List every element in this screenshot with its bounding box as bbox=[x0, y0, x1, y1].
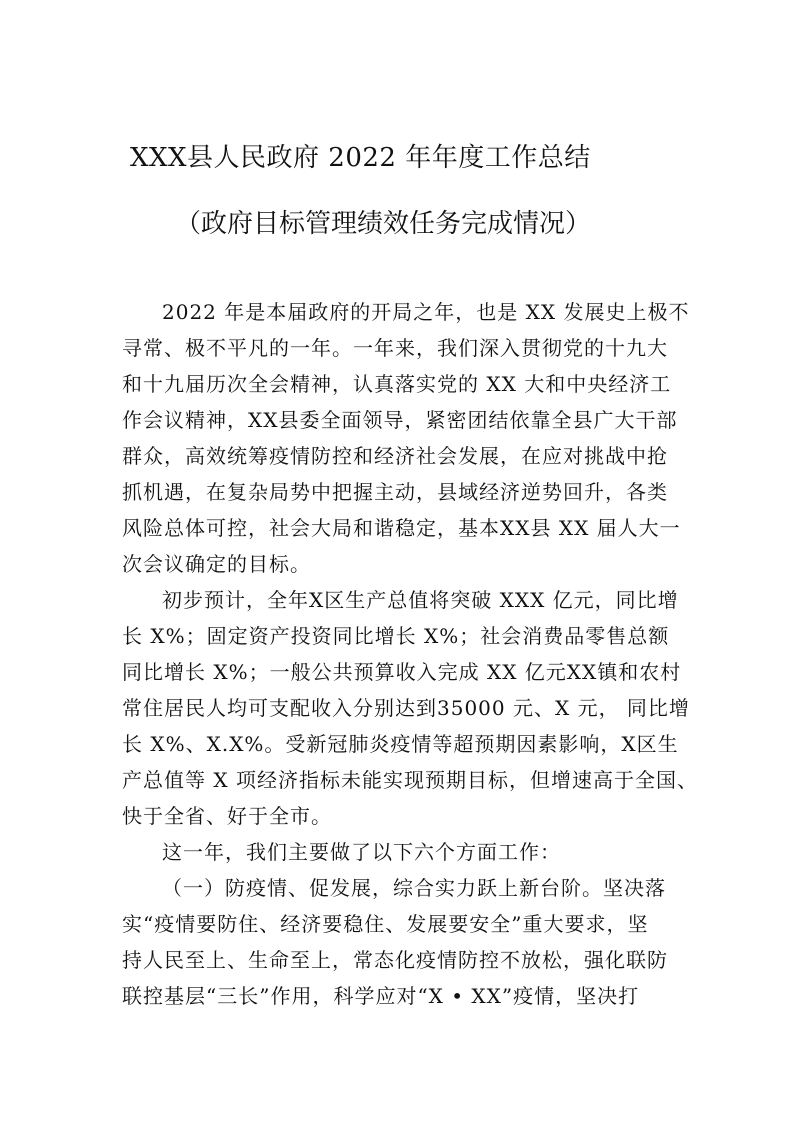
paragraph-line: 同比增长 X%；一般公共预算收入完成 XX 亿元XX镇和农村 bbox=[122, 660, 682, 684]
document-subtitle: （政府目标管理绩效任务完成情况） bbox=[175, 209, 592, 239]
paragraph-line: 抓机遇，在复杂局势中把握主动，县域经济逆势回升，各类 bbox=[122, 480, 668, 504]
paragraph-line: 风险总体可控，社会大局和谐稳定，基本XX县 XX 届人大一 bbox=[122, 516, 681, 540]
paragraph-line: 持人民至上、生命至上，常态化疫情防控不放松，强化联防 bbox=[122, 948, 668, 972]
paragraph-line: 实“疫情要防住、经济要稳住、发展要安全”重大要求，坚 bbox=[122, 912, 649, 936]
paragraph-line: 2022 年是本届政府的开局之年，也是 XX 发展史上极不 bbox=[162, 300, 690, 324]
paragraph-line: 这一年，我们主要做了以下六个方面工作： bbox=[162, 840, 561, 864]
paragraph-line: 产总值等 X 项经济指标未能实现预期目标，但增速高于全国、 bbox=[122, 768, 698, 792]
paragraph-line: 长 X%；固定资产投资同比增长 X%；社会消费品零售总额 bbox=[122, 624, 670, 648]
paragraph-line: 和十九届历次全会精神，认真落实党的 XX 大和中央经济工 bbox=[122, 372, 672, 396]
paragraph-line: 快于全省、好于全市。 bbox=[122, 804, 332, 828]
paragraph-line: 长 X%、X.X%。受新冠肺炎疫情等超预期因素影响，X区生 bbox=[122, 732, 679, 756]
paragraph-line: 初步预计，全年X区生产总值将突破 XXX 亿元，同比增 bbox=[162, 588, 679, 612]
paragraph-line: 联控基层“三长”作用，科学应对“X • XX”疫情，坚决打 bbox=[122, 984, 640, 1008]
paragraph-line: （一）防疫情、促发展，综合实力跃上新台阶。坚决落 bbox=[162, 876, 666, 900]
paragraph-line: 常住居民人均可支配收入分别达到35000 元、X 元， 同比增 bbox=[122, 696, 690, 720]
paragraph-line: 次会议确定的目标。 bbox=[122, 552, 311, 576]
document-title: XXX县人民政府 2022 年年度工作总结 bbox=[130, 143, 591, 173]
paragraph-line: 群众，高效统筹疫情防控和经济社会发展，在应对挑战中抢 bbox=[122, 444, 668, 468]
paragraph-line: 寻常、极不平凡的一年。一年来，我们深入贯彻党的十九大 bbox=[122, 336, 668, 360]
paragraph-line: 作会议精神，XX县委全面领导，紧密团结依靠全县广大干部 bbox=[122, 408, 678, 432]
